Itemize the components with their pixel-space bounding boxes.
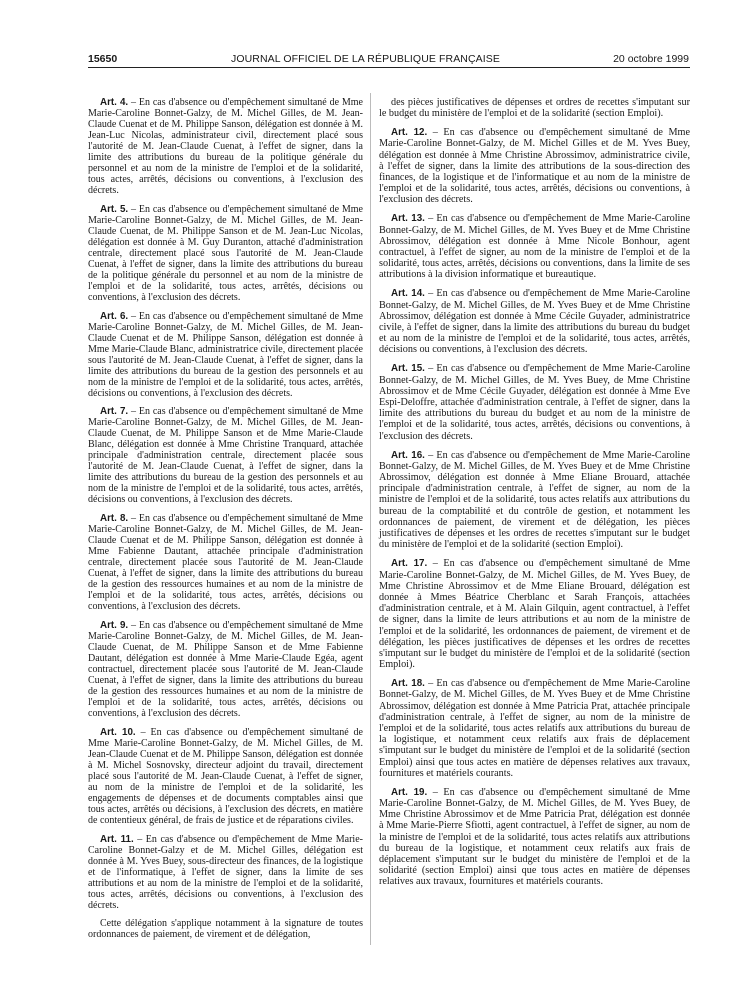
article-number: Art. 18. xyxy=(391,678,425,690)
article-text: – En cas d'absence ou d'empêchement simultané de Mme Marie-Caroline Bonnet-Galzy, de M. Michel Gilles, de M. Yves Buey, de Mme Christine Abrossimov et de Mme Eliane Brouard, délégation est donnée à Mmes Béatrice Cherblanc et Sarah François, attachées d'administration centrale, et à M. Alain Gilquin, agent contractuel, à l'effet de signer, dans la limite de leurs attributions et au nom de la ministre de l'emploi et de la solidarité, les ordonnances de paiement, de virement et de délégation, les pièces justificatives de dépenses et les ordres de recettes s'imputant sur le budget du ministère de l'emploi et de la solidarité (section Emploi). xyxy=(379,558,690,671)
article-paragraph xyxy=(88,620,363,719)
article-number: Art. 9. xyxy=(100,619,129,631)
article-text: – En cas d'absence ou d'empêchement simultané de Mme Marie-Caroline Bonnet-Galzy, de M. Michel Gilles et de M. Yves Buey, délégation est donnée à Mme Christine Abrossimov, administratrice civile, à l'effet de signer, dans la limite des attributions de la sous-direction des finances, de la logistique et de l'informatique et au nom de la ministre de l'emploi et de la solidarité, tous actes, arrêtés, décisions ou conventions, à l'exclusion des décrets. xyxy=(379,127,690,206)
article-paragraph xyxy=(379,787,690,888)
article-text: – En cas d'absence ou d'empêchement simultané de Mme Marie-Caroline Bonnet-Galzy, de M. Michel Gilles, de M. Jean-Claude Cuenat, de M. Philippe Sanson et de Mme Marie-Claude Blanc, délégation est donnée à Mme Christine Tranquard, attachée principale d'administration centrale, directement placée sous l'autorité de M. Jean-Claude Cuenat, à l'effet de signer, dans la limite des attributions du bureau de la gestion des personnels et au nom de la ministre de l'emploi et de la solidarité, tous actes, arrêtés, décisions ou conventions, à l'exclusion des décrets. xyxy=(88,406,363,506)
article-text: – En cas d'absence ou d'empêchement simultané de Mme Marie-Caroline Bonnet-Galzy, de M. Michel Gilles, de M. Yves Buey, de Mme Christine Abrossimov et de Mme Patricia Prat, délégation est donnée à Mme Marie-Pierre Sfiotti, agent contractuel, à l'effet de signer, au nom de la ministre de l'emploi et de la solidarité, tous actes relatifs aux attributions du bureau de la logistique, et notamment ceux relatifs aux frais de déplacement s'imputant sur le budget du ministère de l'emploi et de la solidarité (section Emploi) ainsi que tous actes en matière de dépenses relatives aux travaux, fournitures et matériels courants. xyxy=(379,786,690,888)
article-text: – En cas d'absence ou d'empêchement simultané de Mme Marie-Caroline Bonnet-Galzy, de M. Michel Gilles, de M. Jean-Claude Cuenat et de M. Philippe Sanson, délégation est donnée à Mme Marie-Claude Blanc, administratrice civile, directement placée sous l'autorité de M. Jean-Claude Cuenat, à l'effet de signer, dans la limite des attributions du bureau de la gestion des personnels et au nom de la ministre de l'emploi et de la solidarité, tous actes, arrêtés, décisions ou conventions, à l'exclusion des décrets. xyxy=(88,310,363,399)
article-number: Art. 4. xyxy=(100,97,129,108)
issue-date: 20 octobre 1999 xyxy=(613,53,689,65)
article-text: – En cas d'absence ou d'empêchement de Mme Marie-Caroline Bonnet-Galzy, de M. Michel Gilles, de M. Yves Buey et de Mme Christine Abrossimov, délégation est donnée à Mme Nicole Bonhour, agent contractuel, à l'effet de signer, au nom de la ministre de l'emploi et de la solidarité, tous actes, arrêtés, décisions ou conventions, dans la limite de ses attributions à la division informatique et bureautique. xyxy=(379,213,690,281)
article-paragraph xyxy=(88,727,363,826)
article-paragraph xyxy=(379,213,690,280)
article-number: Art. 7. xyxy=(100,406,129,418)
article-text: – En cas d'absence ou d'empêchement de Mme Marie-Caroline Bonnet-Galzy, de M. Michel Gilles, de M. Yves Buey, de Mme Christine Abrossimov et de Mme Cécile Guyader, délégation est donnée à Mme Eve Espi-Deloffre, attachée d'administration centrale, à l'effet de signer, dans la limite des attributions du bureau du budget et au nom de la ministre de l'emploi et de la solidarité, tous actes, arrêtés, décisions ou conventions, à l'exclusion des décrets. xyxy=(379,363,690,442)
article-number: Art. 14. xyxy=(391,288,425,300)
article-text: Cette délégation s'applique notamment à la signature de toutes ordonnances de paiement, de virement et de délégation, xyxy=(88,918,363,941)
column-divider xyxy=(370,93,371,945)
article-paragraph xyxy=(88,406,363,505)
article-paragraph xyxy=(88,513,363,612)
article-text: des pièces justificatives de dépenses et ordres de recettes s'imputant sur le budget du ministère de l'emploi et de la solidarité (section Emploi). xyxy=(379,97,690,120)
right-column xyxy=(379,97,690,895)
article-paragraph xyxy=(379,450,690,551)
article-text: – En cas d'absence ou d'empêchement de Mme Marie-Caroline Bonnet-Galzy, de M. Michel Gilles, de M. Yves Buey et de Mme Christine Abrossimov, délégation est donnée à Mme Eliane Brouard, attachée principale d'administration centrale, à l'effet de signer, au nom de la ministre de l'emploi et de la solidarité, tous actes relatifs aux attributions du bureau de la comptabilité et du contrôle de gestion, et notamment les ordonnances de paiement, de virement et de délégation, les pièces justificatives de dépenses et les ordres de recettes s'imputant sur le budget du ministère de l'emploi et de la solidarité (section Emploi). xyxy=(379,449,690,551)
article-number: Art. 12. xyxy=(391,127,428,139)
article-paragraph xyxy=(379,127,690,205)
header-rule xyxy=(88,67,690,68)
article-number: Art. 8. xyxy=(100,513,129,525)
left-column xyxy=(88,97,363,948)
journal-title: JOURNAL OFFICIEL DE LA RÉPUBLIQUE FRANÇAISE xyxy=(231,53,500,65)
article-paragraph xyxy=(88,204,363,303)
article-number: Art. 11. xyxy=(100,833,134,845)
page-number: 15650 xyxy=(88,53,118,65)
article-number: Art. 17. xyxy=(391,558,428,570)
article-number: Art. 15. xyxy=(391,363,425,375)
article-paragraph xyxy=(88,97,363,196)
article-text: – En cas d'absence ou d'empêchement de Mme Marie-Caroline Bonnet-Galzy, de M. Michel Gilles, de M. Yves Buey et de Mme Christine Abrossimov, délégation est donnée à Mme Patricia Prat, attachée principale d'administration centrale, à l'effet de signer, au nom de la ministre de l'emploi et de la solidarité, tous actes relatifs aux attributions du bureau de la logistique, et notamment ceux relatifs aux frais de déplacement s'imputant sur le budget du ministère de l'emploi et de la solidarité (section Emploi) ainsi que tous actes en matière de dépenses relatives aux travaux, fournitures et matériels courants. xyxy=(379,678,690,779)
article-paragraph xyxy=(379,363,690,441)
article-text: – En cas d'absence ou d'empêchement simultané de Mme Marie-Caroline Bonnet-Galzy, de M. Michel Gilles, de M. Jean-Claude Cuenat, de M. Philippe Sanson et de Mme Fabienne Dautant, délégation est donnée à Mme Marie-Claude Egéa, agent contractuel, directement placée sous l'autorité de M. Jean-Claude Cuenat, à l'effet de signer, dans la limite des attributions du bureau de la gestion des ressources humaines et au nom de la ministre de l'emploi et de la solidarité, tous actes, arrêtés, décisions ou conventions, à l'exclusion des décrets. xyxy=(88,619,363,719)
page-header xyxy=(0,51,731,67)
article-paragraph xyxy=(379,558,690,670)
article-text: – En cas d'absence ou d'empêchement simultané de Mme Marie-Caroline Bonnet-Galzy, de M. Michel Gilles, de M. Jean-Claude Cuenat et de M. Philippe Sanson, délégation est donnée à M. Jean-Luc Nicolas, administrateur civil, directement placé sous l'autorité de M. Jean-Claude Cuenat, à l'effet de signer, dans la limite des attributions du bureau de la politique générale du personnel et au nom de la ministre de l'emploi et de la solidarité, tous actes, arrêtés, décisions ou conventions, à l'exclusion des décrets. xyxy=(88,97,363,196)
article-text: – En cas d'absence ou d'empêchement simultané de Mme Marie-Caroline Bonnet-Galzy, de M. Michel Gilles, de M. Jean-Claude Cuenat et de M. Philippe Sanson, délégation est donnée à Mme Fabienne Dautant, attachée principale d'administration centrale, directement placée sous l'autorité de M. Jean-Claude Cuenat, à l'effet de signer, dans la limite des attributions du bureau de la gestion des ressources humaines et au nom de la ministre de l'emploi et de la solidarité, tous actes, arrêtés, décisions ou conventions, à l'exclusion des décrets. xyxy=(88,513,363,613)
article-paragraph xyxy=(88,834,363,911)
article-paragraph xyxy=(88,311,363,399)
article-number: Art. 10. xyxy=(100,726,136,738)
article-number: Art. 6. xyxy=(100,310,129,322)
article-paragraph xyxy=(379,678,690,779)
article-number: Art. 5. xyxy=(100,203,129,215)
article-text: – En cas d'absence ou d'empêchement simultané de Mme Marie-Caroline Bonnet-Galzy, de M. Michel Gilles, de M. Jean-Claude Cuenat, de M. Philippe Sanson et de M. Jean-Luc Nicolas, délégation est donnée à M. Guy Duranton, attaché d'administration centrale, directement placé sous l'autorité de M. Jean-Claude Cuenat, à l'effet de signer, dans la limite des attributions du bureau de la politique générale du personnel et au nom de la ministre de l'emploi et de la solidarité, tous actes, arrêtés, décisions ou conventions, à l'exclusion des décrets. xyxy=(88,203,363,303)
article-text: – En cas d'absence ou d'empêchement simultané de Mme Marie-Caroline Bonnet-Galzy, de M. Michel Gilles, de M. Jean-Claude Cuenat et de M. Philippe Sanson, délégation est donnée à M. Michel Sosnovsky, directeur adjoint du travail, directement placé sous l'autorité de M. Jean-Claude Cuenat, à l'effet de signer, au nom de la ministre de l'emploi et de la solidarité, les engagements de dépenses et de documents comptables ainsi que tous actes, arrêtés ou décisions, à l'exclusion des décrets, en matière de contentieux général, de frais de justice et de réparations civiles. xyxy=(88,726,363,826)
article-text: – En cas d'absence ou d'empêchement de Mme Marie-Caroline Bonnet-Galzy, de M. Michel Gilles, de M. Yves Buey et de Mme Christine Abrossimov, délégation est donnée à Mme Cécile Guyader, administratrice civile, à l'effet de signer, dans la limite des attributions du bureau du budget et au nom de la ministre de l'emploi et de la solidarité, tous actes, arrêtés, décisions ou conventions, à l'exclusion des décrets. xyxy=(379,288,690,356)
article-paragraph xyxy=(88,918,363,940)
article-text: – En cas d'absence ou d'empêchement de Mme Marie-Caroline Bonnet-Galzy et de M. Michel Gilles, délégation est donnée à M. Yves Buey, sous-directeur des finances, de la logistique et de l'informatique, à l'effet de signer, dans la limite de ses attributions et au nom de la ministre de l'emploi et de la solidarité, tous actes, arrêtés, décisions ou conventions, à l'exclusion des décrets. xyxy=(88,833,363,911)
article-number: Art. 19. xyxy=(391,786,428,798)
article-paragraph xyxy=(379,288,690,355)
article-number: Art. 13. xyxy=(391,213,425,225)
article-number: Art. 16. xyxy=(391,449,425,461)
article-paragraph xyxy=(379,97,690,119)
